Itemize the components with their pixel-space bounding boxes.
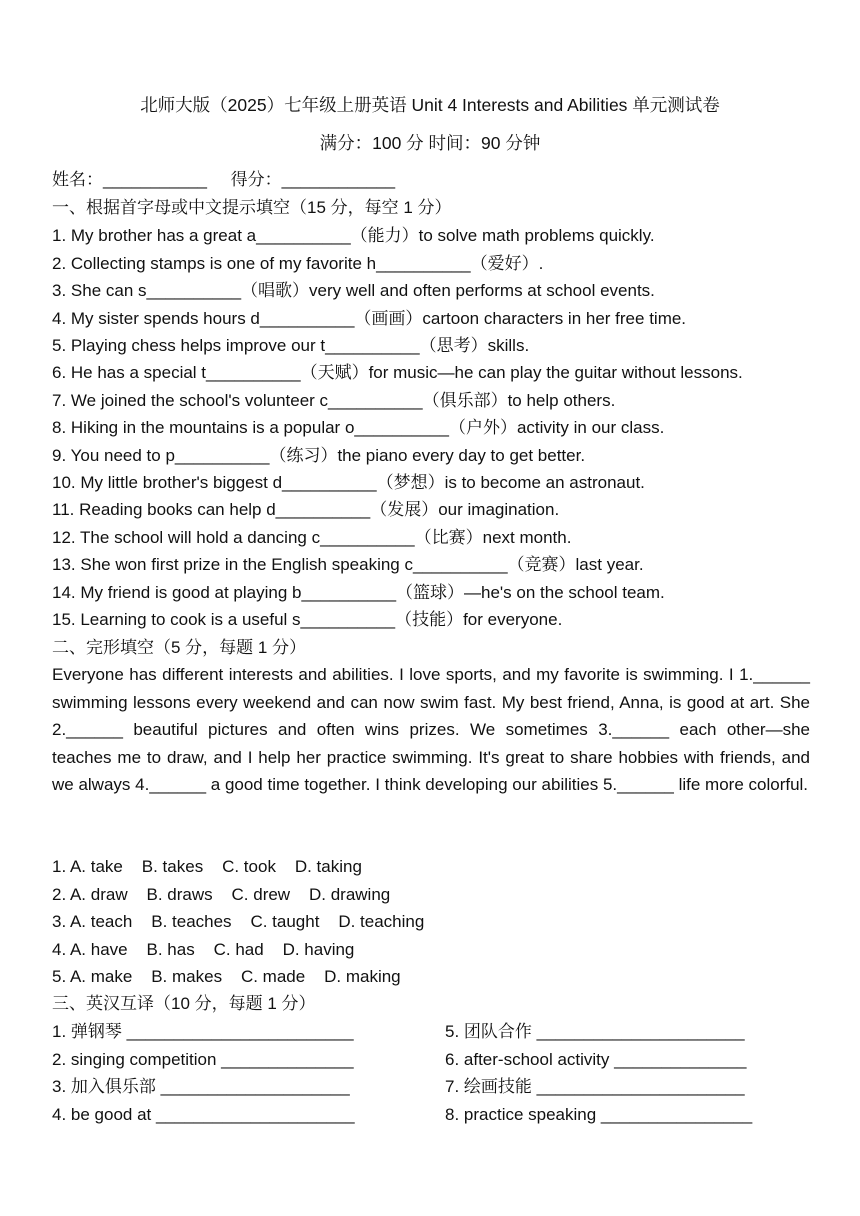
translate-item: 8. practice speaking ________________ (445, 1105, 753, 1124)
cloze-passage: Everyone has different interests and abilities. I love sports, and my favorite is swimming. I 1.______ swimming lessons every weekend and can now swim fast. My best friend, Anna, is good at art. She 2.______ beautiful pictures and often wins prizes. We sometimes 3.______ each other—she teaches me to draw, and I help her practice swimming. It's great to share hobbies with friends, and we always 4.______ a good time together. I think developing our abilities 5.______ life more colorful. (52, 665, 810, 794)
section3-heading: 三、英汉互译（10 分，每题 1 分） (52, 994, 316, 1013)
cloze-option: 5. A. make B. makes C. made D. making (52, 967, 401, 986)
fill-item: 3. She can s__________（唱歌）very well and often performs at school events. (52, 281, 655, 300)
section1-heading: 一、根据首字母或中文提示填空（15 分，每空 1 分） (52, 198, 452, 217)
fill-item: 2. Collecting stamps is one of my favorite h__________（爱好）. (52, 254, 544, 273)
page-subtitle: 满分：100 分 时间：90 分钟 (319, 133, 541, 153)
fill-item: 9. You need to p__________（练习）the piano every day to get better. (52, 446, 586, 465)
fill-item: 4. My sister spends hours d__________（画画）cartoon characters in her free time. (52, 309, 687, 328)
translate-item: 2. singing competition ______________ (52, 1050, 354, 1069)
translate-item: 6. after-school activity ______________ (445, 1050, 747, 1069)
cloze-option: 4. A. have B. has C. had D. having (52, 940, 355, 959)
translate-item: 4. be good at _____________________ (52, 1105, 355, 1124)
translate-item: 7. 绘画技能 ______________________ (445, 1077, 745, 1096)
fill-item: 1. My brother has a great a__________（能力）to solve math problems quickly. (52, 226, 655, 245)
fill-item: 7. We joined the school's volunteer c__________（俱乐部）to help others. (52, 391, 616, 410)
fill-item: 14. My friend is good at playing b__________（篮球）—he's on the school team. (52, 583, 665, 602)
fill-item: 8. Hiking in the mountains is a popular o__________（户外）activity in our class. (52, 418, 665, 437)
section2-heading: 二、完形填空（5 分，每题 1 分） (52, 638, 307, 657)
translate-item: 5. 团队合作 ______________________ (445, 1022, 745, 1041)
cloze-option: 3. A. teach B. teaches C. taught D. teaching (52, 912, 425, 931)
page-title: 北师大版（2025）七年级上册英语 Unit 4 Interests and Abilities 单元测试卷 (140, 95, 720, 115)
fill-item: 12. The school will hold a dancing c__________（比赛）next month. (52, 528, 572, 547)
fill-item: 5. Playing chess helps improve our t__________（思考）skills. (52, 336, 530, 355)
translate-item: 3. 加入俱乐部 ____________________ (52, 1077, 350, 1096)
fill-item: 13. She won first prize in the English speaking c__________（竞赛）last year. (52, 555, 644, 574)
cloze-option: 2. A. draw B. draws C. drew D. drawing (52, 885, 391, 904)
fill-item: 15. Learning to cook is a useful s__________（技能）for everyone. (52, 610, 563, 629)
fill-item: 11. Reading books can help d__________（发展）our imagination. (52, 500, 560, 519)
translate-item: 1. 弹钢琴 ________________________ (52, 1022, 354, 1041)
cloze-option: 1. A. take B. takes C. took D. taking (52, 857, 362, 876)
name-score-line: 姓名：___________ 得分：____________ (52, 170, 396, 189)
fill-item: 10. My little brother's biggest d__________（梦想）is to become an astronaut. (52, 473, 645, 492)
fill-item: 6. He has a special t__________（天赋）for music—he can play the guitar without lessons. (52, 363, 743, 382)
